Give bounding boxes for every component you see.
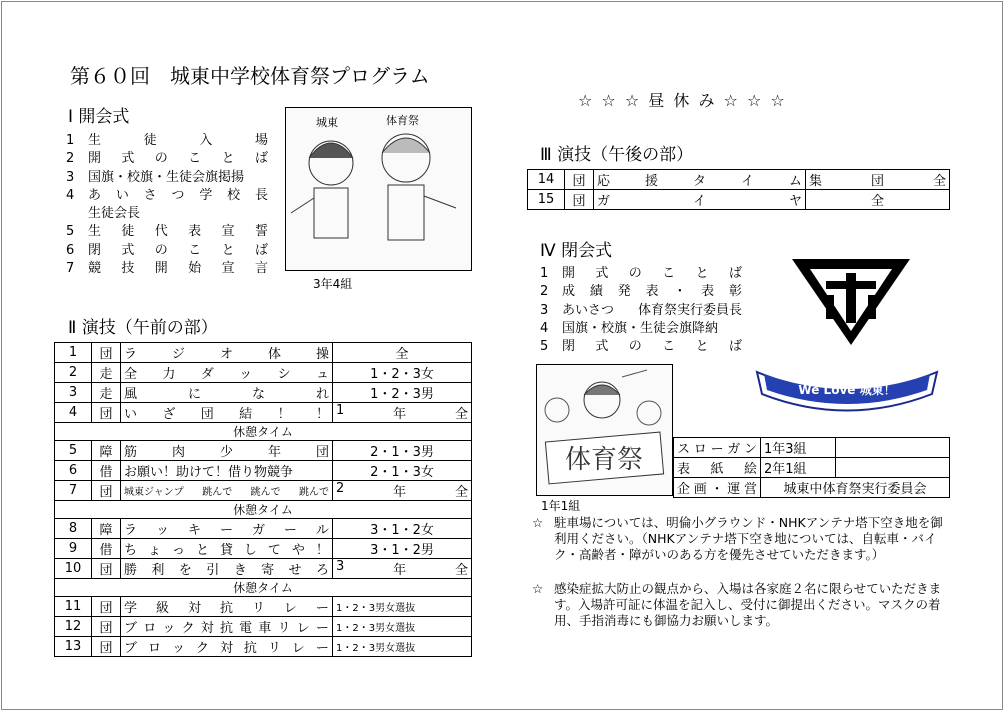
item-text: あ い さ つ 学 校 長 xyxy=(88,187,268,203)
table-row xyxy=(55,461,472,481)
credit-role xyxy=(674,458,761,478)
participants-text: 全 xyxy=(395,347,409,362)
event-name xyxy=(121,461,333,481)
item-text: 生徒会長 xyxy=(88,206,141,222)
item-text: 生 徒 代 表 宣 誓 xyxy=(88,224,268,240)
item-number: 2 xyxy=(66,151,75,167)
table-row xyxy=(55,383,472,403)
participants-text: 1・2・3女 xyxy=(370,367,434,382)
event-number: 7 xyxy=(55,481,92,501)
we-love-banner xyxy=(752,352,942,412)
item-number xyxy=(66,205,88,223)
table-row xyxy=(55,597,472,617)
event-name xyxy=(121,519,333,539)
event-number: 9 xyxy=(55,539,92,559)
list-item xyxy=(540,320,742,338)
participants-text: 1・2・3男 xyxy=(370,387,434,402)
event-name xyxy=(121,539,333,559)
event-participants xyxy=(333,519,472,539)
list-item xyxy=(66,187,268,205)
item-text: 生 徒 入 場 xyxy=(88,133,268,148)
event-name-text: ラ ッ キ ー ガ ー ル xyxy=(124,523,329,538)
event-name xyxy=(121,597,333,617)
note-item xyxy=(532,515,950,563)
item-number: 4 xyxy=(540,320,549,336)
credit-role-text: 企 画 ・ 運 営 xyxy=(677,482,757,497)
note-item xyxy=(532,581,950,629)
event-participants xyxy=(806,190,950,210)
page-title: 第６０回 城東中学校体育祭プログラム xyxy=(70,64,430,88)
event-number: 13 xyxy=(55,637,92,657)
event-number: 4 xyxy=(55,403,92,423)
event-number: 14 xyxy=(528,170,565,190)
event-name-text: い ざ 団 結 ！ ！ xyxy=(124,407,329,422)
table-row xyxy=(55,519,472,539)
drawing-caption: 3年4組 xyxy=(313,277,353,291)
item-number: 3 xyxy=(540,302,549,318)
event-type: 団 xyxy=(92,559,121,579)
event-name-text: ブ ロ ッ ク 対 抗 リ レ ー xyxy=(124,641,329,656)
closing-heading: Ⅳ 閉会式 xyxy=(540,241,613,261)
event-type: 団 xyxy=(565,170,594,190)
list-item xyxy=(66,242,268,260)
drawing-label-1: 城東 xyxy=(316,116,338,129)
event-type: 団 xyxy=(92,637,121,657)
break-label: 休憩タイム xyxy=(55,579,472,597)
event-type: 団 xyxy=(92,403,121,423)
item-text: 閉 式 の こ と ば xyxy=(562,339,742,355)
credit-role xyxy=(674,478,761,498)
participants-text: 1・2・3男女選抜 xyxy=(336,623,416,634)
item-number: 1 xyxy=(66,133,75,148)
table-row xyxy=(55,481,472,501)
event-name-text: ち ょ っ と 貸 し て や ！ xyxy=(124,543,329,558)
item-text: 閉 式 の こ と ば xyxy=(88,242,268,258)
event-participants xyxy=(333,403,472,423)
event-name-text: ガ イ ヤ xyxy=(597,194,802,209)
table-row xyxy=(528,170,950,190)
event-participants xyxy=(333,559,472,579)
event-participants xyxy=(333,539,472,559)
event-name-text: 全 力 ダ ッ シ ュ xyxy=(124,367,329,382)
credit-role-text: ス ロ ー ガ ン xyxy=(677,442,757,457)
event-type: 借 xyxy=(92,461,121,481)
event-name-text: 応 援 タ イ ム xyxy=(597,174,802,189)
participants-text: 1 年 全 xyxy=(336,403,468,422)
morning-program-table xyxy=(54,342,472,657)
break-label: 休憩タイム xyxy=(55,423,472,441)
notes xyxy=(532,515,950,629)
class-drawing xyxy=(285,107,472,271)
participants-text: 2 年 全 xyxy=(336,481,468,500)
list-item xyxy=(66,132,268,150)
participants-text: 全 xyxy=(870,194,884,209)
event-participants xyxy=(333,617,472,637)
item-text: 成 績 発 表 ・ 表 彰 xyxy=(562,284,742,300)
list-item xyxy=(540,265,742,283)
event-name xyxy=(594,190,806,210)
event-name-text: ラ ジ オ 体 操 xyxy=(124,347,329,362)
list-item xyxy=(66,150,268,168)
credit-by: 1年3組 xyxy=(761,438,836,458)
credit-by: 城東中体育祭実行委員会 xyxy=(761,478,950,498)
cover-caption: 1年1組 xyxy=(541,499,581,513)
credits-table xyxy=(673,437,950,498)
event-number: 15 xyxy=(528,190,565,210)
event-number: 10 xyxy=(55,559,92,579)
break-row xyxy=(55,579,472,597)
participants-text: 3・1・2女 xyxy=(370,523,434,538)
credit-role xyxy=(674,438,761,458)
credit-empty xyxy=(836,438,950,458)
item-number: 3 xyxy=(66,169,75,185)
opening-list xyxy=(66,132,268,278)
event-type: 団 xyxy=(565,190,594,210)
item-number: 2 xyxy=(540,284,549,300)
break-row xyxy=(55,423,472,441)
participants-text: 2・1・3男 xyxy=(370,445,434,460)
event-name xyxy=(121,481,333,501)
event-name-text: 勝 利 を 引 き 寄 せ ろ xyxy=(124,563,329,578)
item-text: 国旗・校旗・生徒会旗掲揚 xyxy=(88,169,245,185)
event-participants xyxy=(806,170,950,190)
event-participants xyxy=(333,441,472,461)
table-row xyxy=(55,441,472,461)
event-type: 団 xyxy=(92,597,121,617)
note-star-icon: ☆ xyxy=(532,581,544,596)
event-name-text: 筋 肉 少 年 団 xyxy=(124,445,329,460)
table-row xyxy=(55,539,472,559)
event-name xyxy=(594,170,806,190)
event-name-text: 学 級 対 抗 リ レ ー xyxy=(124,601,329,616)
credit-row xyxy=(674,478,950,498)
participants-text: 2・1・3女 xyxy=(370,465,434,480)
item-text: 開 式 の こ と ば xyxy=(562,266,742,281)
event-type: 障 xyxy=(92,441,121,461)
table-row xyxy=(55,559,472,579)
item-number: 5 xyxy=(66,224,75,240)
school-emblem-icon xyxy=(788,253,914,348)
event-number: 5 xyxy=(55,441,92,461)
event-name xyxy=(121,363,333,383)
participants-text: 3・1・2男 xyxy=(370,543,434,558)
cover-drawing xyxy=(536,364,673,496)
item-text: 競 技 開 始 宣 言 xyxy=(88,261,268,277)
event-type: 団 xyxy=(92,617,121,637)
table-row xyxy=(55,403,472,423)
table-row xyxy=(55,637,472,657)
list-item xyxy=(66,223,268,241)
event-participants xyxy=(333,461,472,481)
list-item xyxy=(66,205,268,223)
item-number: 5 xyxy=(540,339,549,355)
table-row xyxy=(528,190,950,210)
event-name xyxy=(121,441,333,461)
item-text: あいさつ 体育祭実行委員長 xyxy=(562,302,742,318)
list-item xyxy=(540,302,742,320)
event-type: 借 xyxy=(92,539,121,559)
participants-text: 1・2・3男女選抜 xyxy=(336,643,416,654)
event-number: 12 xyxy=(55,617,92,637)
participants-text: 1・2・3男女選抜 xyxy=(336,603,416,614)
break-row xyxy=(55,501,472,519)
cover-drawing-text: 体育祭 xyxy=(564,445,644,475)
morning-heading: Ⅱ 演技（午前の部） xyxy=(68,318,218,338)
event-name-text: ブ ロ ッ ク 対 抗 電 車 リ レ ー xyxy=(124,621,329,636)
item-text: 開 式 の こ と ば xyxy=(88,151,268,167)
event-name-text: お願い！助けて！借り物競争 xyxy=(124,465,294,480)
event-name xyxy=(121,637,333,657)
item-number: 7 xyxy=(66,261,75,277)
credit-row xyxy=(674,458,950,478)
credit-by: 2年1組 xyxy=(761,458,836,478)
credit-role-text: 表 紙 絵 xyxy=(677,462,757,477)
event-name xyxy=(121,559,333,579)
list-item xyxy=(540,283,742,301)
table-row xyxy=(55,363,472,383)
note-star-icon: ☆ xyxy=(532,515,544,530)
event-participants xyxy=(333,343,472,363)
item-number: 4 xyxy=(66,187,75,203)
event-name xyxy=(121,383,333,403)
event-type: 団 xyxy=(92,343,121,363)
event-number: 2 xyxy=(55,363,92,383)
item-number: 1 xyxy=(540,266,549,281)
lunch-break: ☆ ☆ ☆ 昼 休 み ☆ ☆ ☆ xyxy=(578,91,787,110)
list-item xyxy=(540,338,742,356)
event-name-text: 城東ジャンプ 跳んで 跳んで 跳んで xyxy=(124,487,329,498)
event-type: 走 xyxy=(92,383,121,403)
event-number: 8 xyxy=(55,519,92,539)
credit-row xyxy=(674,438,950,458)
event-name-text: 風 に な れ xyxy=(124,387,329,402)
table-row xyxy=(55,617,472,637)
participants-text: 3 年 全 xyxy=(336,559,468,578)
item-text: 国旗・校旗・生徒会旗降納 xyxy=(562,320,719,336)
event-participants xyxy=(333,481,472,501)
event-type: 障 xyxy=(92,519,121,539)
event-participants xyxy=(333,363,472,383)
note-text: 感染症拡大防止の観点から、入場は各家庭２名に限らせていただきます。入場許可証に体温を記入し、受付に御提出ください。マスクの着用、手指消毒にも御協力お願いします。 xyxy=(554,581,942,628)
event-name xyxy=(121,403,333,423)
drawing-label-2: 体育祭 xyxy=(386,114,419,127)
event-participants xyxy=(333,637,472,657)
event-type: 走 xyxy=(92,363,121,383)
closing-list xyxy=(540,265,742,356)
credit-empty xyxy=(836,458,950,478)
afternoon-heading: Ⅲ 演技（午後の部） xyxy=(540,145,694,165)
item-number: 6 xyxy=(66,242,75,258)
event-name xyxy=(121,343,333,363)
event-participants xyxy=(333,597,472,617)
break-label: 休憩タイム xyxy=(55,501,472,519)
opening-heading: Ⅰ 開会式 xyxy=(68,107,130,127)
event-number: 1 xyxy=(55,343,92,363)
list-item xyxy=(66,260,268,278)
banner-text: We Love 城東！ xyxy=(798,383,896,397)
event-participants xyxy=(333,383,472,403)
table-row xyxy=(55,343,472,363)
list-item xyxy=(66,169,268,187)
event-number: 6 xyxy=(55,461,92,481)
event-name xyxy=(121,617,333,637)
note-text: 駐車場については、明倫小グラウンド・NHKアンテナ塔下空き地を御利用ください。（NHKアンテナ塔下空き地については、自転車・バイク・高齢者・障がいのある方を優先させていただきます。） xyxy=(554,515,943,562)
participants-text: 集 団 全 xyxy=(809,174,946,189)
event-number: 3 xyxy=(55,383,92,403)
afternoon-program-table xyxy=(527,169,950,210)
event-number: 11 xyxy=(55,597,92,617)
event-type: 団 xyxy=(92,481,121,501)
